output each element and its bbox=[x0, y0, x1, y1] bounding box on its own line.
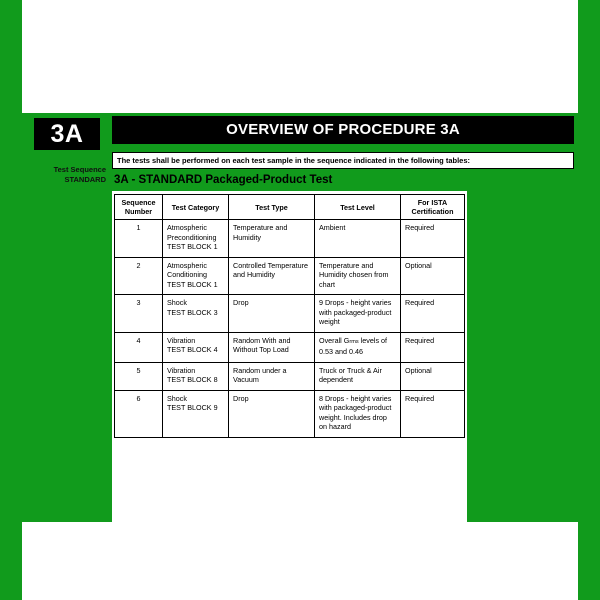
column-header-sequence-number-text: Sequence Number bbox=[121, 198, 156, 216]
cell-test-level: Overall Grms levels of 0.53 and 0.46 bbox=[315, 332, 401, 362]
cell-certification: Required bbox=[401, 332, 465, 362]
test-sequence-label bbox=[22, 165, 106, 185]
procedure-tab-3a: 3A bbox=[34, 118, 100, 150]
test-sequence-label-line1: Test Sequence bbox=[53, 165, 106, 174]
bottom-margin bbox=[0, 522, 600, 600]
slide-left-column bbox=[22, 113, 112, 522]
cell-test-category: Shock TEST BLOCK 9 bbox=[163, 390, 229, 437]
cell-sequence-number: 5 bbox=[115, 362, 163, 390]
cell-test-level: 9 Drops - height varies with packaged-product weight bbox=[315, 295, 401, 333]
cell-test-type: Drop bbox=[229, 390, 315, 437]
slide-content bbox=[112, 113, 578, 522]
left-green-band bbox=[0, 0, 22, 600]
cell-test-type: Drop bbox=[229, 295, 315, 333]
cell-certification: Required bbox=[401, 295, 465, 333]
cell-sequence-number: 2 bbox=[115, 257, 163, 295]
cell-sequence-number: 4 bbox=[115, 332, 163, 362]
cell-test-level: 8 Drops - height varies with packaged-product weight. Includes drop on hazard bbox=[315, 390, 401, 437]
cell-certification: Required bbox=[401, 220, 465, 258]
table-row bbox=[115, 362, 465, 390]
top-margin bbox=[0, 0, 600, 113]
table-header-row bbox=[115, 195, 465, 220]
cell-test-type: Random under a Vacuum bbox=[229, 362, 315, 390]
cell-test-category: Shock TEST BLOCK 3 bbox=[163, 295, 229, 333]
column-header-test-level: Test Level bbox=[315, 195, 401, 220]
cell-certification: Required bbox=[401, 390, 465, 437]
cell-certification: Optional bbox=[401, 257, 465, 295]
table-row bbox=[115, 295, 465, 333]
cell-certification: Optional bbox=[401, 362, 465, 390]
cell-test-level: Ambient bbox=[315, 220, 401, 258]
cell-sequence-number: 6 bbox=[115, 390, 163, 437]
cell-test-category: Atmospheric Conditioning TEST BLOCK 1 bbox=[163, 257, 229, 295]
test-sequence-label-line2: STANDARD bbox=[64, 175, 106, 184]
cell-test-category: Atmospheric Preconditioning TEST BLOCK 1 bbox=[163, 220, 229, 258]
intro-text: The tests shall be performed on each test sample in the sequence indicated in the following tables: bbox=[112, 152, 574, 169]
cell-test-category: Vibration TEST BLOCK 8 bbox=[163, 362, 229, 390]
table-row bbox=[115, 332, 465, 362]
column-header-sequence-number bbox=[115, 195, 163, 220]
cell-test-category: Vibration TEST BLOCK 4 bbox=[163, 332, 229, 362]
cell-test-type: Controlled Temperature and Humidity bbox=[229, 257, 315, 295]
cell-test-type: Temperature and Humidity bbox=[229, 220, 315, 258]
test-sequence-table bbox=[114, 194, 465, 438]
cell-sequence-number: 1 bbox=[115, 220, 163, 258]
cell-test-type: Random With and Without Top Load bbox=[229, 332, 315, 362]
cell-sequence-number: 3 bbox=[115, 295, 163, 333]
column-header-test-category: Test Category bbox=[163, 195, 229, 220]
section-title: 3A - STANDARD Packaged-Product Test bbox=[114, 174, 333, 186]
right-green-band bbox=[578, 0, 600, 600]
page-title: OVERVIEW OF PROCEDURE 3A bbox=[112, 116, 574, 144]
column-header-certification: For ISTA Certification bbox=[401, 195, 465, 220]
table-row bbox=[115, 220, 465, 258]
table-row bbox=[115, 390, 465, 437]
column-header-test-type: Test Type bbox=[229, 195, 315, 220]
cell-test-level: Truck or Truck & Air dependent bbox=[315, 362, 401, 390]
table-row bbox=[115, 257, 465, 295]
slide-body bbox=[22, 113, 578, 522]
cell-test-level: Temperature and Humidity chosen from chart bbox=[315, 257, 401, 295]
